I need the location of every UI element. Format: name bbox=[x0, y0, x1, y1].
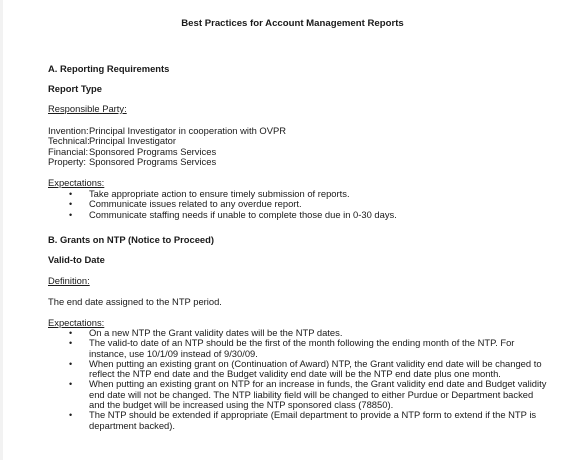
list-item: • The valid-to date of an NTP should be the first of the month following the ending month of the NTP. For instance, use 10/1/09 instead of 9/30/09. bbox=[48, 338, 548, 359]
list-item: • Take appropriate action to ensure timely submission of reports. bbox=[48, 189, 548, 199]
page-edge bbox=[0, 0, 3, 460]
document-title: Best Practices for Account Management Reports bbox=[181, 18, 404, 29]
responsible-party-list bbox=[48, 126, 548, 167]
section-b-subheading: Valid-to Date bbox=[48, 254, 105, 265]
definition-label: Definition: bbox=[48, 275, 90, 286]
list-item: • On a new NTP the Grant validity dates will be the NTP dates. bbox=[48, 328, 548, 338]
party-value: Sponsored Programs Services bbox=[89, 155, 217, 167]
expectations-a-label: Expectations: bbox=[48, 177, 105, 188]
list-item: • Communicate issues related to any overdue report. bbox=[48, 199, 548, 209]
definition-text: The end date assigned to the NTP period. bbox=[48, 296, 222, 307]
party-role: Property: bbox=[48, 155, 87, 167]
party-role: Invention: bbox=[48, 125, 89, 136]
list-item: • The NTP should be extended if appropriate (Email department to provide a NTP form to extend if the NTP is department backed). bbox=[48, 410, 548, 431]
expectations-b-list bbox=[48, 328, 548, 431]
responsible-party-label: Responsible Party: bbox=[48, 103, 127, 114]
party-value: Principal Investigator bbox=[89, 135, 177, 147]
party-role: Financial: bbox=[48, 145, 89, 157]
party-row bbox=[48, 157, 548, 167]
list-item: • Communicate staffing needs if unable to complete those due in 0-30 days. bbox=[48, 210, 548, 220]
section-a-subheading: Report Type bbox=[48, 83, 102, 94]
section-a-heading: A. Reporting Requirements bbox=[48, 63, 170, 74]
expectations-b-label: Expectations: bbox=[48, 317, 105, 328]
list-item: • When putting an existing grant on NTP for an increase in funds, the Grant validity end date and Budget validity end date will not be changed. The NTP liability field will be changed to either Purdue or Department backed and the budget will be increased using the NTP sponsored class (78850). bbox=[48, 379, 548, 410]
party-value: Sponsored Programs Services bbox=[89, 145, 217, 157]
section-b-heading: B. Grants on NTP (Notice to Proceed) bbox=[48, 234, 214, 245]
expectations-a-list bbox=[48, 189, 548, 220]
party-value: Principal Investigator in cooperation with OVPR bbox=[89, 125, 286, 136]
party-role: Technical: bbox=[48, 135, 90, 147]
list-item: • When putting an existing grant on (Continuation of Award) NTP, the Grant validity end date will be changed to reflect the NTP end date and the Budget validity end date will be the NTP end date plus one month. bbox=[48, 359, 548, 380]
